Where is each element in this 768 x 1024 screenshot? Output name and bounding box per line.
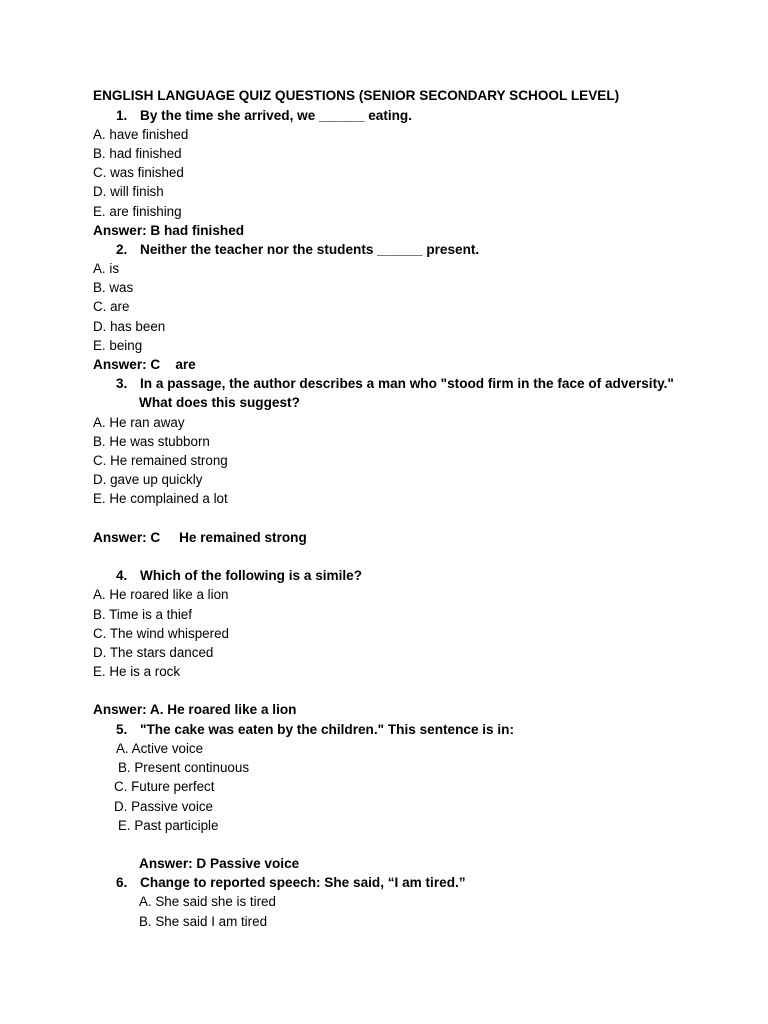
option-5a: A. Active voice xyxy=(116,741,204,756)
option-1b: B. had finished xyxy=(93,146,182,161)
option-2a: A. is xyxy=(93,261,120,276)
option-2e: E. being xyxy=(93,338,143,353)
option-3b: B. He was stubborn xyxy=(93,434,210,449)
question-number: 1. xyxy=(116,108,128,123)
option-4e: E. He is a rock xyxy=(93,664,181,679)
question-text: "The cake was eaten by the children." This sentence is in: xyxy=(140,722,515,737)
question-text: Change to reported speech: She said, “I am tired.” xyxy=(140,875,466,890)
option-6b: B. She said I am tired xyxy=(139,914,268,929)
option-2c: C. are xyxy=(93,299,130,314)
option-1a: A. have finished xyxy=(93,127,189,142)
option-3a: A. He ran away xyxy=(93,415,185,430)
option-3e: E. He complained a lot xyxy=(93,491,228,506)
question-6 xyxy=(116,876,466,890)
question-number: 3. xyxy=(116,376,128,391)
question-number: 4. xyxy=(116,568,128,583)
option-6a: A. She said she is tired xyxy=(139,894,276,909)
question-4 xyxy=(116,569,362,583)
option-3d: D. gave up quickly xyxy=(93,472,203,487)
option-3c: C. He remained strong xyxy=(93,453,228,468)
question-text: Neither the teacher nor the students ______ present. xyxy=(140,242,480,257)
option-4c: C. The wind whispered xyxy=(93,626,229,641)
question-text: By the time she arrived, we ______ eating. xyxy=(140,108,413,123)
answer-2: Answer: C are xyxy=(93,357,196,372)
option-2d: D. has been xyxy=(93,319,166,334)
question-5 xyxy=(116,723,514,737)
question-number: 2. xyxy=(116,242,128,257)
option-4d: D. The stars danced xyxy=(93,645,214,660)
option-4b: B. Time is a thief xyxy=(93,607,192,622)
answer-3: Answer: C He remained strong xyxy=(93,530,307,545)
question-number: 5. xyxy=(116,722,128,737)
option-5b: B. Present continuous xyxy=(118,760,250,775)
option-1d: D. will finish xyxy=(93,184,164,199)
answer-1: Answer: B had finished xyxy=(93,223,245,238)
question-3 xyxy=(116,377,674,391)
option-5c: C. Future perfect xyxy=(114,779,215,794)
answer-5: Answer: D Passive voice xyxy=(139,856,300,871)
question-3-continuation: What does this suggest? xyxy=(139,395,300,410)
option-4a: A. He roared like a lion xyxy=(93,587,229,602)
option-5e: E. Past participle xyxy=(118,818,219,833)
answer-4: Answer: A. He roared like a lion xyxy=(93,702,297,717)
question-text: Which of the following is a simile? xyxy=(140,568,363,583)
document-title: ENGLISH LANGUAGE QUIZ QUESTIONS (SENIOR SECONDARY SCHOOL LEVEL) xyxy=(93,88,620,103)
question-text: In a passage, the author describes a man who "stood firm in the face of adversity." xyxy=(140,376,674,391)
question-2 xyxy=(116,243,479,257)
option-1c: C. was finished xyxy=(93,165,184,180)
question-number: 6. xyxy=(116,875,128,890)
question-1 xyxy=(116,109,412,123)
option-2b: B. was xyxy=(93,280,134,295)
option-5d: D. Passive voice xyxy=(114,799,213,814)
option-1e: E. are finishing xyxy=(93,204,182,219)
